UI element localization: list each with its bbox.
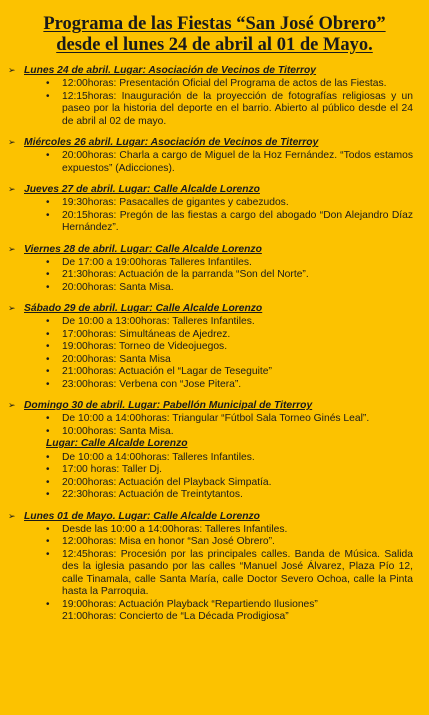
day-title: Sábado 29 de abril. Lugar: Calle Alcalde Lorenzo [24, 303, 263, 314]
event-item [8, 536, 421, 549]
bullet-icon: • [46, 476, 50, 488]
bullet-icon: • [46, 90, 50, 102]
event-item [8, 413, 421, 426]
event-text: 12:45horas: Procesión por las principales calles. Banda de Música. Salida des la iglesia pasando por las calles “Manuel José Álvarez, Plaza Pío 12, calle Tinamala, calle Santa María, calle Doctor Severo Ochoa, calle la Pinta hasta la Parroquia. [62, 548, 413, 597]
event-item [8, 366, 421, 379]
event-text: 21:30horas: Actuación de la parranda “Son del Norte”. [62, 269, 309, 280]
event-item [8, 91, 421, 129]
day-heading [8, 399, 421, 412]
event-text: 12:00horas: Presentación Oficial del Programa de actos de las Fiestas. [62, 78, 387, 89]
bullet-icon: • [46, 78, 50, 89]
day-title: Lunes 01 de Mayo. Lugar: Calle Alcalde Lorenzo [24, 510, 260, 522]
event-text: 22:30horas: Actuación de Treintytantos. [62, 489, 243, 500]
bullet-icon: • [46, 341, 50, 352]
event-list [8, 452, 421, 502]
arrow-bullet-icon: ➢ [8, 400, 16, 410]
event-text: 19:00horas: Actuación Playback “Repartiendo Ilusiones” [62, 598, 318, 610]
event-list [8, 78, 421, 128]
event-text: 23:00horas: Verbena con “Jose Pitera”. [62, 378, 242, 390]
day-section [8, 302, 421, 391]
bullet-icon: • [46, 548, 50, 560]
event-text: De 10:00 a 13:00horas: Talleres Infantiles. [62, 316, 255, 327]
event-continuation: 21:00horas: Concierto de “La Década Prodigiosa” [62, 611, 289, 622]
event-item [8, 477, 421, 490]
bullet-icon: • [46, 209, 50, 221]
day-heading [8, 183, 421, 196]
bullet-icon: • [46, 451, 50, 463]
event-item [8, 329, 421, 342]
event-text: 19:00horas: Torneo de Videojuegos. [62, 341, 228, 352]
event-item [8, 257, 421, 270]
day-section [8, 183, 421, 235]
day-section [8, 136, 421, 175]
event-text: 20:00horas: Santa Misa [62, 353, 171, 365]
event-item [8, 341, 421, 354]
day-section [8, 64, 421, 128]
bullet-icon: • [46, 256, 50, 268]
event-item [8, 489, 421, 502]
event-text: De 10:00 a 14:00horas: Triangular “Fútbol Sala Torneo Ginés Leal”. [62, 413, 370, 424]
day-heading [8, 243, 421, 256]
event-text: 10:00horas: Santa Misa. [62, 425, 174, 437]
bullet-icon: • [46, 378, 50, 390]
event-text: 12:00horas: Misa en honor “San José Obrero”. [62, 536, 275, 547]
event-item [8, 269, 421, 282]
event-list [8, 524, 421, 612]
arrow-bullet-icon: ➢ [8, 137, 16, 147]
event-item [8, 354, 421, 367]
event-item [8, 379, 421, 392]
event-text: De 17:00 a 19:00horas Talleres Infantiles. [62, 256, 252, 268]
event-list [8, 257, 421, 295]
page-title [8, 14, 421, 56]
bullet-icon: • [46, 536, 50, 547]
day-title: Jueves 27 de abril. Lugar: Calle Alcalde Lorenzo [24, 184, 260, 195]
event-text: 20:15horas: Pregón de las fiestas a cargo del abogado “Don Alejandro Díaz Hernández”. [62, 209, 413, 233]
bullet-icon: • [46, 281, 50, 293]
event-list [8, 316, 421, 391]
bullet-icon: • [46, 413, 50, 424]
day-section [8, 510, 421, 624]
event-item [8, 464, 421, 477]
arrow-bullet-icon: ➢ [8, 184, 16, 194]
event-list [8, 150, 421, 175]
event-item [8, 210, 421, 235]
event-item [8, 549, 421, 599]
location-subheading: Lugar: Calle Alcalde Lorenzo [46, 438, 188, 449]
event-text: 20:00horas: Charla a cargo de Miguel de la Hoz Fernández. “Todos estamos expuestos” (Adicciones). [62, 150, 413, 174]
event-text: 20:00horas: Santa Misa. [62, 281, 174, 293]
event-item [8, 316, 421, 329]
day-heading [8, 302, 421, 315]
arrow-bullet-icon: ➢ [8, 303, 16, 313]
bullet-icon: • [46, 353, 50, 365]
day-title: Viernes 28 de abril. Lugar: Calle Alcalde Lorenzo [24, 243, 262, 255]
event-list [8, 413, 421, 438]
event-text: Desde las 10:00 a 14:00horas: Talleres Infantiles. [62, 523, 288, 535]
event-text: 17:00 horas: Taller Dj. [62, 464, 162, 475]
event-item [8, 452, 421, 465]
day-title: Lunes 24 de abril. Lugar: Asociación de Vecinos de Titerroy [24, 65, 317, 76]
event-text: 12:15horas: Inauguración de la proyección de fotografías religiosas y un paseo por la historia del deporte en el barrio. Abierto al público desde el 24 de abril al 02 de mayo. [62, 90, 413, 127]
event-item [8, 78, 421, 91]
bullet-icon: • [46, 425, 50, 437]
bullet-icon: • [46, 464, 50, 475]
bullet-icon: • [46, 366, 50, 377]
day-title: Domingo 30 de abril. Lugar: Pabellón Municipal de Titerroy [24, 400, 313, 411]
event-text: 20:00horas: Actuación del Playback Simpatía. [62, 476, 272, 488]
bullet-icon: • [46, 328, 50, 340]
day-section [8, 243, 421, 295]
event-text: 21:00horas: Actuación el “Lagar de Teseguite” [62, 366, 272, 377]
bullet-icon: • [46, 269, 50, 280]
event-item [8, 282, 421, 295]
bullet-icon: • [46, 316, 50, 327]
event-list [8, 197, 421, 235]
event-text: 19:30horas: Pasacalles de gigantes y cabezudos. [62, 197, 289, 208]
arrow-bullet-icon: ➢ [8, 510, 16, 521]
day-heading [8, 64, 421, 77]
days-list [8, 64, 421, 624]
event-item [8, 426, 421, 439]
event-item [8, 150, 421, 175]
title-line-2: desde el lunes 24 de abril al 01 de Mayo. [56, 35, 373, 55]
bullet-icon: • [46, 523, 50, 535]
day-section [8, 399, 421, 502]
bullet-icon: • [46, 598, 50, 610]
day-heading [8, 510, 421, 523]
bullet-icon: • [46, 150, 50, 161]
event-item [8, 197, 421, 210]
event-item [8, 599, 421, 612]
day-title: Miércoles 26 abril. Lugar: Asociación de Vecinos de Titerroy [24, 137, 319, 148]
arrow-bullet-icon: ➢ [8, 243, 16, 254]
event-item [8, 524, 421, 537]
day-heading [8, 136, 421, 149]
title-line-1: Programa de las Fiestas “San José Obrero” [43, 14, 386, 34]
event-text: 17:00horas: Simultáneas de Ajedrez. [62, 328, 231, 340]
arrow-bullet-icon: ➢ [8, 65, 16, 75]
event-text: De 10:00 a 14:00horas: Talleres Infantiles. [62, 451, 255, 463]
bullet-icon: • [46, 197, 50, 208]
bullet-icon: • [46, 489, 50, 500]
